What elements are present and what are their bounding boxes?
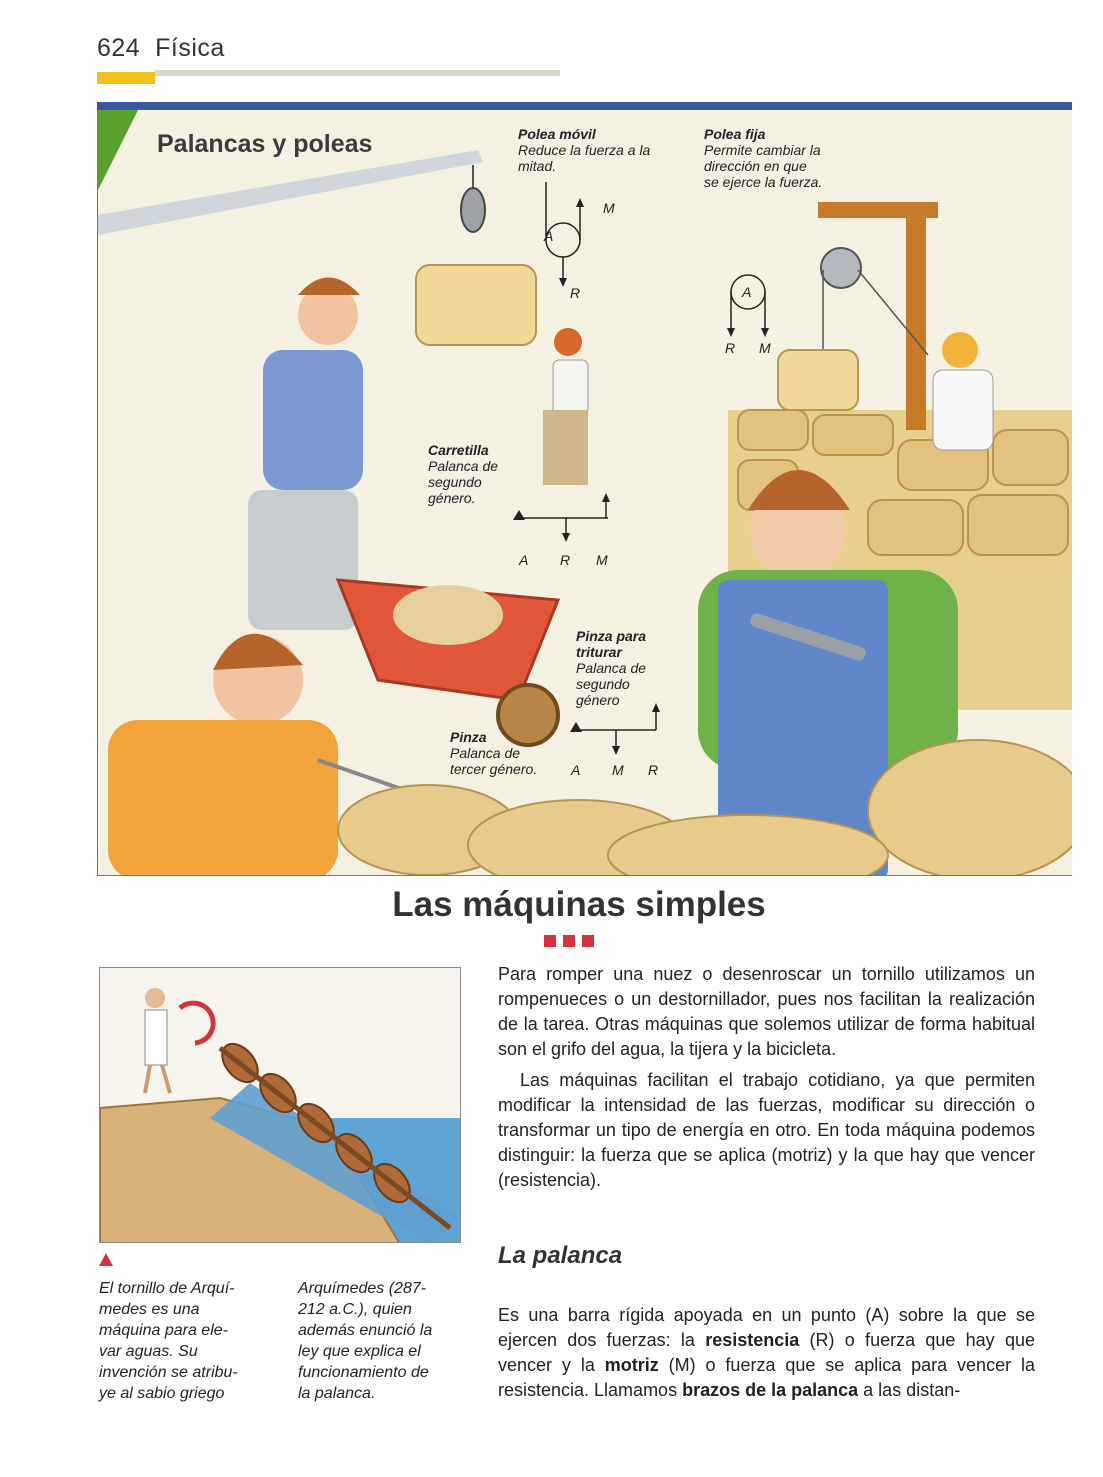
- paragraph-2: Las máquinas facilitan el trabajo cotidiano, ya que permiten modificar la intensidad de las fuerzas, modificar su dirección o transformar un tipo de energía en otro. En toda máquina podemos distinguir: la fuerza que se aplica (motriz) y la que hay que vencer (resistencia).: [498, 1070, 1035, 1190]
- boy-sweater: [263, 350, 363, 490]
- page-header: [97, 34, 225, 63]
- foreground-boy-shirt: [108, 720, 338, 876]
- archimedes-screw-drawing: [100, 968, 461, 1243]
- label-pinza-triturar: Pinza para triturar Palanca de segundo género: [576, 628, 647, 708]
- kid-head: [554, 328, 582, 356]
- fixed-pulley-letter-m: M: [759, 340, 771, 356]
- hanging-block: [416, 265, 536, 345]
- rotation-arrow-icon: [180, 1003, 213, 1043]
- worker-helmet: [942, 332, 978, 368]
- title-square-3: [582, 935, 594, 947]
- boy-trousers: [248, 490, 358, 630]
- man-head: [145, 988, 165, 1008]
- figure-caption-left: El tornillo de Arquí- medes es una máquina para ele- var aguas. Su invención se atribu- ye al sabio griego: [99, 1280, 238, 1402]
- main-title: Las máquinas simples: [392, 885, 766, 924]
- worker-body: [933, 370, 993, 450]
- movable-pulley-letter-r: R: [570, 285, 581, 301]
- paragraph-1: Para romper una nuez o desenroscar un tornillo utilizamos un rompenueces o un destornillador, pues nos facilitan la realización de la tarea. Otras máquinas que solemos utilizar de forma habitual son el grifo del agua, la tijera y la bicicleta.: [498, 964, 1035, 1059]
- label-polea-fija: Polea fija Permite cambiar la dirección en que se ejerce la fuerza.: [704, 126, 823, 190]
- term-motriz: motriz: [604, 1355, 659, 1375]
- header-rule: [155, 70, 560, 76]
- figure-caption-right: Arquímedes (287- 212 a.C.), quien además enunció la ley que explica el funcionamiento de la palanca.: [298, 1280, 433, 1402]
- subheading-la-palanca: La palanca: [498, 1242, 623, 1269]
- gallows-post: [906, 210, 926, 430]
- wheelbarrow-letter-m: M: [596, 552, 608, 568]
- wheelbarrow-letter-r: R: [560, 552, 571, 568]
- nutcracker-letter-a: A: [571, 762, 581, 778]
- movable-pulley-letter-a: A: [544, 228, 554, 244]
- paragraph-3: Es una barra rígida apoyada en un punto (A) sobre la que se ejercen dos fuerzas: la resistencia (R) o fuerza que hay que vencer y la motriz (M) o fuerza que se aplica para vencer la resistencia. Llamamos brazos de la palanca a las distan-: [498, 1305, 1035, 1400]
- illustration-title: Palancas y poleas: [157, 130, 373, 158]
- label-pinza: Pinza Palanca de tercer género.: [450, 729, 538, 777]
- wheelbarrow-letter-a: A: [519, 552, 529, 568]
- fixed-pulley-icon: [821, 248, 861, 288]
- caption-marker-icon: [99, 1253, 113, 1266]
- page-number: 624: [97, 34, 141, 62]
- man-tunic: [145, 1010, 167, 1065]
- movable-pulley-icon: [461, 188, 485, 232]
- illustration-panel: [97, 110, 1072, 876]
- nutcracker-letter-m: M: [612, 762, 624, 778]
- header-accent-bar: [97, 72, 155, 84]
- label-polea-movil: Polea móvil Reduce la fuerza a la mitad.: [518, 126, 651, 174]
- fixed-pulley-letter-a: A: [742, 284, 752, 300]
- green-corner-icon: [98, 110, 138, 190]
- nutcracker-letter-r: R: [648, 762, 659, 778]
- term-brazos-de-la-palanca: brazos de la palanca: [682, 1380, 859, 1400]
- illustration-top-rule: [97, 102, 1072, 110]
- illustration-drawing: [98, 110, 1072, 876]
- movable-pulley-letter-m: M: [603, 200, 615, 216]
- pole-bar: [98, 150, 483, 235]
- archimedes-screw-figure: [99, 967, 461, 1243]
- lifted-block: [778, 350, 858, 410]
- title-square-1: [544, 935, 556, 947]
- section-name: Física: [155, 34, 225, 62]
- gallows-beam: [818, 202, 938, 218]
- diagram-lever-wheelbarrow: [518, 500, 608, 535]
- label-carretilla: Carretilla Palanca de segundo género.: [428, 442, 499, 506]
- diagram-lever-nutcracker: [576, 710, 656, 748]
- fixed-pulley-letter-r: R: [725, 340, 736, 356]
- title-square-2: [563, 935, 575, 947]
- term-resistencia: resistencia: [705, 1330, 800, 1350]
